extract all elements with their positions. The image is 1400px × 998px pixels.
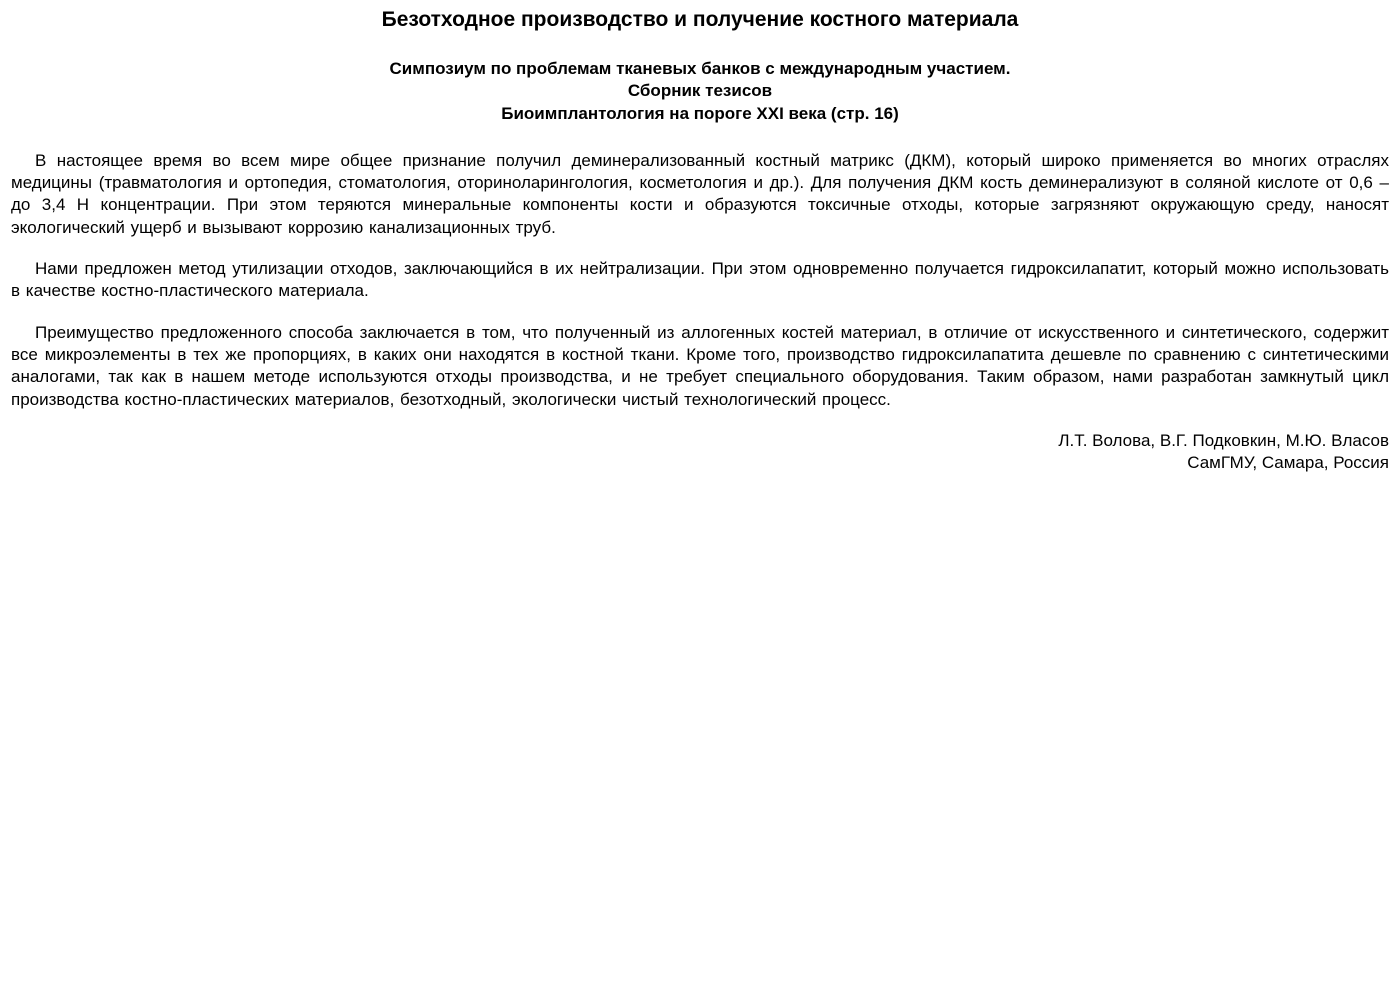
subtitle-symposium-line: Симпозиум по проблемам тканевых банков с международным участием. bbox=[389, 59, 1011, 78]
body-paragraph-1: В настоящее время во всем мире общее признание получил деминерализованный костный матрикс (ДКМ), который широко применяется во многих отраслях медицины (травматология и ортопедия, стоматология, оториноларингология, косметология и др.). Для получения ДКМ кость деминерализуют в соляной кислоте от 0,6 – до 3,4 Н концентрации. При этом теряются минеральные компоненты кости и образуются токсичные отходы, которые загрязняют окружающую среду, наносят экологический ущерб и вызывают коррозию канализационных труб. bbox=[11, 150, 1389, 237]
subtitle-collection-line: Сборник тезисов bbox=[627, 81, 773, 101]
authors-line: Л.Т. Волова, В.Г. Подковкин, М.Ю. Власов bbox=[1058, 430, 1389, 450]
body-paragraph-2: Нами предложен метод утилизации отходов, заключающийся в их нейтрализации. При этом одновременно получается гидроксилапатит, который можно использовать в качестве костно-пластического материала. bbox=[11, 259, 1389, 301]
body-paragraph-3: Преимущество предложенного способа заключается в том, что полученный из аллогенных костей материал, в отличие от искусственного и синтетического, содержит все микроэлементы в тех же пропорциях, в каких они находятся в костной ткани. Кроме того, производство гидроксилапатита дешевле по сравнению с синтетическими аналогами, так как в нашем методе используются отходы производства, и не требует специального оборудования. Таким образом, нами разработан замкнутый цикл производства костно-пластических материалов, безотходный, экологически чистый технологический процесс. bbox=[11, 322, 1389, 409]
affiliation-line: СамГМУ, Самара, Россия bbox=[1187, 453, 1389, 473]
abstract-body bbox=[11, 150, 1389, 411]
byline-block bbox=[11, 430, 1389, 475]
document-title: Безотходное производство и получение костного материала bbox=[381, 8, 1019, 31]
subtitle-edition-line: Биоимплантология на пороге XXI века (стр. 16) bbox=[501, 103, 899, 123]
document-subtitle bbox=[11, 58, 1389, 125]
